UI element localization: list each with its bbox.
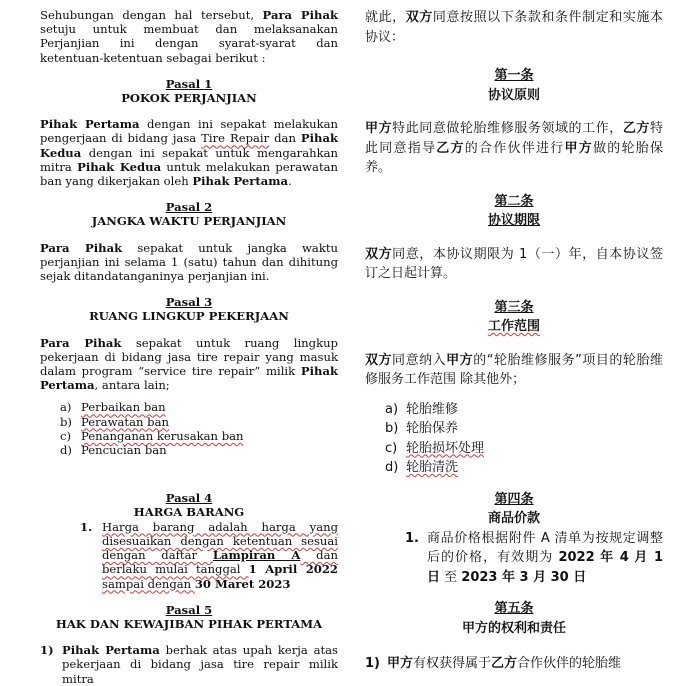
pasal-3-heading: Pasal 3 (165, 295, 213, 310)
body-text: 特此同意做轮胎维修服务领域的工作， (392, 121, 623, 136)
article-4-title: 商品价款 (487, 511, 540, 526)
party-name: 甲方 (365, 121, 393, 136)
pasal-2-heading: Pasal 2 (165, 200, 213, 215)
pasal-1-title: POKOK PERJANJIAN (121, 91, 257, 106)
party-name: 甲方 (387, 656, 414, 671)
list-text: Perawatan ban (81, 414, 169, 429)
pasal-5-title: HAK DAN KEWAJIBAN PIHAK PERTAMA (55, 616, 323, 631)
list-text: 轮胎清洗 (406, 460, 459, 475)
party-name: 乙方 (491, 656, 518, 671)
party-name: 甲方 (446, 352, 474, 368)
pasal-2-title: JANGKA WAKTU PERJANJIAN (91, 214, 287, 229)
pasal-1-heading: Pasal 1 (165, 76, 213, 91)
party-name: Pihak Pertama (40, 364, 338, 393)
article-2-body (365, 245, 663, 284)
list-item (385, 400, 663, 420)
body-text: 同意，本协议期限为 1（一）年，自本协议签订之日起计算。 (365, 246, 663, 281)
party-name: Pihak Pertama (40, 117, 140, 132)
party-name: 双方 (365, 352, 393, 368)
article-3-heading: 第三条 (494, 299, 534, 315)
list-item (385, 439, 663, 459)
list-text: 轮胎损坏处理 (406, 440, 485, 456)
party-name: Pihak Kedua (77, 159, 162, 174)
list-item (385, 458, 663, 478)
intro-text: Sehubungan dengan hal tersebut, (40, 8, 255, 22)
end-date: 30 Maret 2023 (194, 576, 291, 591)
start-date: 2022 年 4 月 1 日 (427, 550, 663, 585)
list-text: 轮胎维修 (406, 401, 459, 417)
body-text: 做的轮胎保养。 (365, 140, 663, 175)
list-item (385, 419, 663, 439)
body-text-flagged: Harga barang adalah harga yang disesuaikan dengan ketentuan sesuai dengan daftar (102, 519, 338, 563)
body-text: 特此同意指导 (365, 121, 663, 156)
body-text: 合作伙伴的轮胎维 (517, 656, 622, 671)
article-5-title: 甲方的权利和责任 (461, 620, 566, 636)
party-name: Pihak Kedua (40, 131, 338, 160)
body-text: 至 (440, 569, 462, 585)
item-number: 1. (405, 530, 419, 546)
body-text-flagged: dan berlaku mulai tanggal (102, 548, 338, 577)
list-marker: b) (60, 414, 72, 429)
end-date: 2023 年 3 月 30 日 (461, 569, 587, 585)
party-name: 甲方 (564, 140, 593, 156)
article-4-heading: 第四条 (494, 491, 534, 507)
list-text: Perbaikan ban (81, 400, 166, 415)
list-marker: a) (60, 400, 72, 415)
pasal-3-list (60, 400, 338, 457)
article-4-item (405, 529, 663, 588)
item-text (427, 529, 663, 588)
intro-text: 就此， (365, 10, 406, 25)
item-text (387, 654, 663, 674)
body-text: . (288, 174, 292, 189)
item-number: 1. (80, 519, 93, 534)
list-item (60, 415, 338, 429)
body-text: dengan ini sepakat untuk mengarahkan mitra (40, 145, 338, 174)
list-item (60, 429, 338, 443)
body-text: sepakat untuk jangka waktu perjanjian ini selama 1 (satu) tahun dan dihitung sejak ditandatanganinya perjanjian ini. (40, 240, 338, 284)
indonesian-column (40, 8, 338, 686)
article-5-heading: 第五条 (494, 601, 534, 616)
list-marker: b) (385, 421, 399, 436)
item-text (62, 643, 338, 686)
list-marker: c) (385, 440, 398, 456)
body-text: 同意纳入 (392, 352, 447, 368)
body-text: 的“轮胎维修服务”项目的轮胎维修服务工作范围 除其他外； (365, 352, 663, 387)
article-3-list (385, 400, 663, 478)
article-3-body (365, 351, 663, 390)
pasal-3-title: RUANG LINGKUP PEKERJAAN (89, 309, 289, 324)
body-text: 的合作伙伴进行 (464, 140, 565, 156)
chinese-column (365, 8, 663, 674)
list-text: Pencucian ban (81, 443, 167, 458)
pasal-4-item (80, 520, 338, 591)
article-2-heading: 第二条 (494, 193, 534, 209)
item-text (102, 520, 338, 591)
intro-party: 双方 (405, 10, 433, 25)
list-marker: d) (60, 443, 72, 458)
article-2-title: 协议期限 (487, 213, 540, 228)
party-name: 乙方 (436, 140, 465, 156)
article-1-title: 协议原则 (487, 87, 540, 103)
body-text: berhak atas upah kerja atas pekerjaan di bidang jasa tire repair milik mitra (62, 643, 339, 686)
party-name: Para Pihak (40, 240, 123, 255)
party-name: 双方 (365, 246, 393, 262)
party-name: Para Pihak (40, 335, 122, 350)
party-name: 乙方 (622, 121, 650, 136)
list-item (60, 400, 338, 414)
item-number: 1) (40, 643, 54, 658)
party-name: Pihak Pertama (192, 174, 289, 189)
article-3-title: 工作范围 (487, 319, 540, 334)
intro-party: Para Pihak (262, 8, 338, 22)
body-text: 商品价格根据附件 A 清单为按规定调整后的价格，有效期为 (427, 530, 663, 565)
pasal-3-body (40, 336, 338, 393)
intro-paragraph-zh (365, 8, 663, 47)
body-text: untuk melakukan perawatan ban yang dikerjakan oleh (40, 159, 338, 189)
list-text: Penanganan kerusakan ban (81, 428, 244, 443)
party-name: Pihak Pertama (62, 643, 160, 658)
intro-text-rest: setuju untuk membuat dan melaksanakan Perjanjian ini dengan syarat-syarat dan ketentuan-ketentuan sebagai berikut : (40, 22, 338, 65)
article-5-item (365, 654, 663, 674)
intro-text-rest: 同意按照以下条款和条件制定和实施本协议： (365, 10, 663, 45)
list-text: 轮胎保养 (406, 421, 459, 436)
body-text: , antara lain; (94, 378, 170, 393)
body-text: sepakat untuk ruang lingkup pekerjaan di bidang jasa tire repair yang masuk dalam program “service tire repair” milik (40, 335, 338, 379)
item-number: 1) (365, 656, 380, 671)
pasal-4-heading: Pasal 4 (165, 491, 213, 506)
body-text: dengan ini sepakat melakukan pengerjaan di bidang jasa (40, 117, 338, 146)
pasal-4-title: HARGA BARANG (133, 505, 245, 520)
pasal-2-body (40, 241, 338, 284)
start-date: 1 April 2022 (248, 562, 338, 577)
body-text: 有权获得属于 (413, 656, 492, 671)
body-text: dan (269, 131, 301, 146)
body-text-flagged: sampai dengan (102, 576, 195, 591)
article-1-heading: 第一条 (494, 68, 534, 83)
list-marker: a) (385, 401, 399, 417)
attachment-ref: Lampiran A (212, 548, 301, 563)
pasal-1-body (40, 117, 338, 188)
pasal-5-heading: Pasal 5 (165, 602, 213, 617)
article-1-body (365, 119, 663, 178)
body-text-flagged: Tire Repair (201, 131, 270, 146)
intro-paragraph (40, 8, 338, 65)
list-marker: d) (385, 460, 399, 475)
list-marker: c) (60, 428, 72, 443)
list-item (60, 443, 338, 457)
pasal-5-item (40, 643, 338, 686)
